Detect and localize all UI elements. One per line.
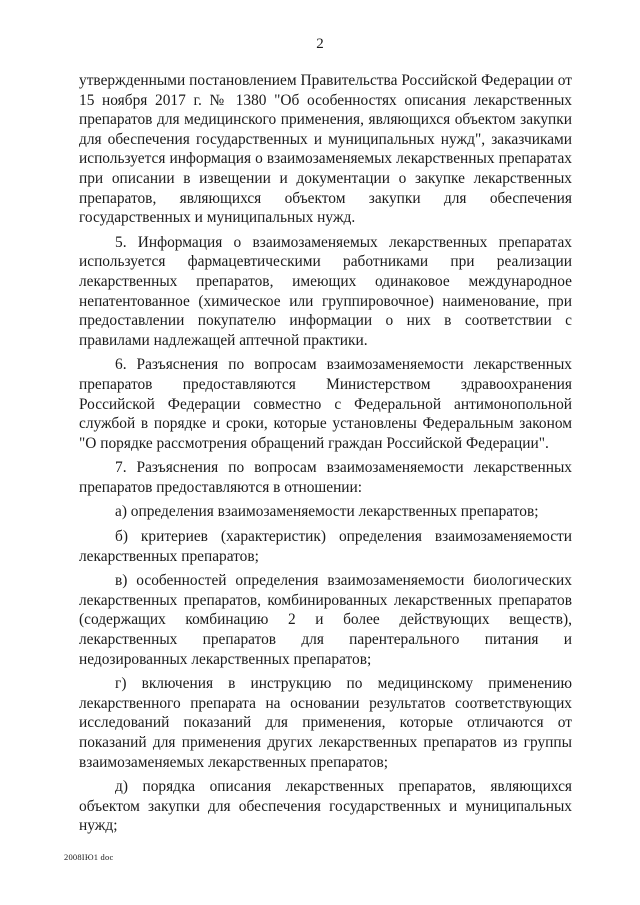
file-footer: 2008IЮ1 doc (64, 852, 114, 862)
subitem-g: г) включения в инструкцию по медицинскому применению лекарственного препарата на основании результатов соответствующих исследований показаний для применения, которые отличаются от показаний для применения других лекарственных препаратов из группы взаимозаменяемых лекарственных препаратов; (79, 675, 572, 771)
paragraph-continuation: утвержденными постановлением Правительства Российской Федерации от 15 ноября 2017 г. № 1380 "Об особенностях описания лекарственных препаратов для медицинского применения, являющихся объектом закупки для обеспечения государственных и муниципальных нужд", заказчиками используется информация о взаимозаменяемых лекарственных препаратах при описании в извещении и документации о закупке лекарственных препаратов, являющихся объектом закупки для обеспечения государственных и муниципальных нужд. (79, 72, 572, 227)
paragraph-item-6: 6. Разъяснения по вопросам взаимозаменяемости лекарственных препаратов предоставляются Министерством здравоохранения Российской Федерации совместно с Федеральной антимонопольной службой в порядке и сроки, которые установлены Федеральным законом "О порядке рассмотрения обращений граждан Российской Федерации". (79, 356, 572, 452)
paragraph-item-7: 7. Разъяснения по вопросам взаимозаменяемости лекарственных препаратов предоставляются в отношении: (79, 459, 572, 496)
subitem-b: б) критериев (характеристик) определения взаимозаменяемости лекарственных препаратов; (79, 528, 572, 565)
subitem-a: а) определения взаимозаменяемости лекарственных препаратов; (115, 503, 539, 521)
subitem-d: д) порядка описания лекарственных препаратов, являющихся объектом закупки для обеспечения государственных и муниципальных нужд; (79, 778, 572, 835)
paragraph-item-5: 5. Информация о взаимозаменяемых лекарственных препаратах используется фармацевтическими работниками при реализации лекарственных препаратов, имеющих одинаковое международное непатентованное (химическое или группировочное) наименование, при предоставлении покупателю информации о них в соответствии с правилами надлежащей аптечной практики. (79, 233, 572, 349)
page-number: 2 (316, 36, 324, 52)
subitem-v: в) особенностей определения взаимозаменяемости биологических лекарственных препаратов, комбинированных лекарственных препаратов (содержащих комбинацию 2 и более действующих веществ), лекарственных препаратов для парентерального питания и недозированных лекарственных препаратов; (79, 572, 572, 668)
document-body (79, 71, 572, 836)
